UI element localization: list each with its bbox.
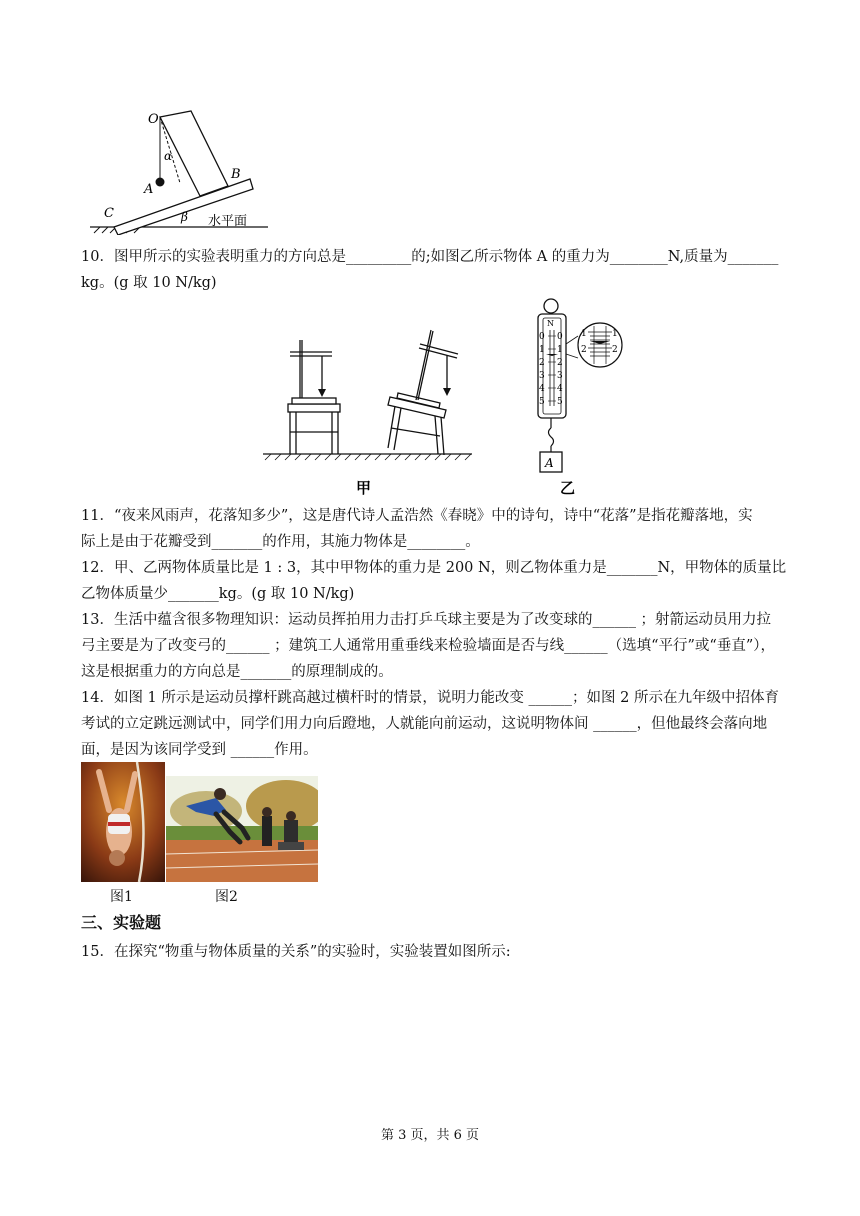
zoom-label-right-1: 1 [612,329,618,339]
photo-caption-2: 图2 [215,889,238,905]
question-14-line2: 考试的立定跳远测试中，同学们用力向后蹬地，人就能向前运动，这说明物体间 ______，但他最终会落向地 [81,716,768,732]
photo-caption-1: 图1 [110,889,133,905]
incline-plumb-figure [88,105,288,235]
question-11 [81,503,801,555]
scale-left-2: 2 [539,358,545,368]
zoom-label-right-2: 2 [612,345,618,355]
long-jump-photo [166,776,318,882]
upright-stand [288,340,340,454]
scale-unit: N [547,319,554,328]
scale-right-0: 0 [557,332,563,342]
zoom-label-left-2: 2 [581,345,587,355]
question-13 [81,607,801,685]
question-12-line1: 12．甲、乙两物体质量比是 1 : 3，其中甲物体的重力是 200 N，则乙物体重力是_______N，甲物体的质量比 [81,560,787,576]
scale-right-3: 3 [557,371,563,381]
scale-left-5: 5 [539,397,545,407]
question-14-line3: 面，是因为该同学受到 ______作用。 [81,742,318,758]
scale-right-5: 5 [557,397,563,407]
label-b: B [231,167,241,182]
scale-left-0: 0 [539,332,545,342]
scale-left-3: 3 [539,371,545,381]
question-14 [81,685,801,763]
scale-right-1: 1 [557,345,563,355]
question-14-line1: 14．如图 1 所示是运动员撑杆跳高越过横杆时的情景，说明力能改变 ______；如图 2 所示在九年级中招体育 [81,690,779,706]
question-11-line1: 11．“夜来风雨声，花落知多少”，这是唐代诗人孟浩然《春晓》中的诗句，诗中“花落”是指花瓣落地，实 [81,508,753,524]
pole-vault-photo [81,762,165,882]
label-a: A [144,182,154,197]
question-10-line2: kg。(g 取 10 N/kg) [81,275,217,291]
question-15 [81,939,801,965]
zoom-label-left-1: 1 [581,329,587,339]
stand-and-spring-scale-figure [260,296,640,501]
question-10 [81,244,801,296]
question-13-line2: 弓主要是为了改变弓的______ ；建筑工人通常用重垂线来检验墙面是否与线______（选填“平行”或“垂直”）， [81,638,776,654]
scale-right-2: 2 [557,358,563,368]
section-title: 三、实验题 [81,913,162,932]
label-c: C [104,206,114,221]
caption-jia: 甲 [356,479,372,497]
scale-left-1: 1 [539,345,545,355]
question-11-line2: 际上是由于花瓣受到_______的作用，其施力物体是________。 [81,534,480,550]
question-13-line1: 13．生活中蕴含很多物理知识：运动员挥拍用力击打乒乓球主要是为了改变球的______ ；射箭运动员用力拉 [81,612,772,628]
question-12 [81,555,801,607]
weight-label: A [545,456,554,470]
page-footer: 第 3 页，共 6 页 [380,1128,480,1143]
scale-right-4: 4 [557,384,563,394]
spring-scale [538,299,622,472]
question-10-line1: 10．图甲所示的实验表明重力的方向总是_________的;如图乙所示物体 A 的重力为________N,质量为_______ [81,249,779,265]
scale-left-4: 4 [539,384,545,394]
question-12-line2: 乙物体质量少_______kg。(g 取 10 N/kg) [81,586,355,602]
question-15-line1: 15．在探究“物重与物体质量的关系”的实验时，实验装置如图所示: [81,944,511,960]
label-beta: β [181,210,188,224]
caption-yi: 乙 [560,479,576,497]
question-13-line3: 这是根据重力的方向总是_______的原理制成的。 [81,664,393,680]
label-horizontal: 水平面 [208,214,248,229]
label-o: O [148,112,159,127]
label-alpha: α [164,149,173,163]
